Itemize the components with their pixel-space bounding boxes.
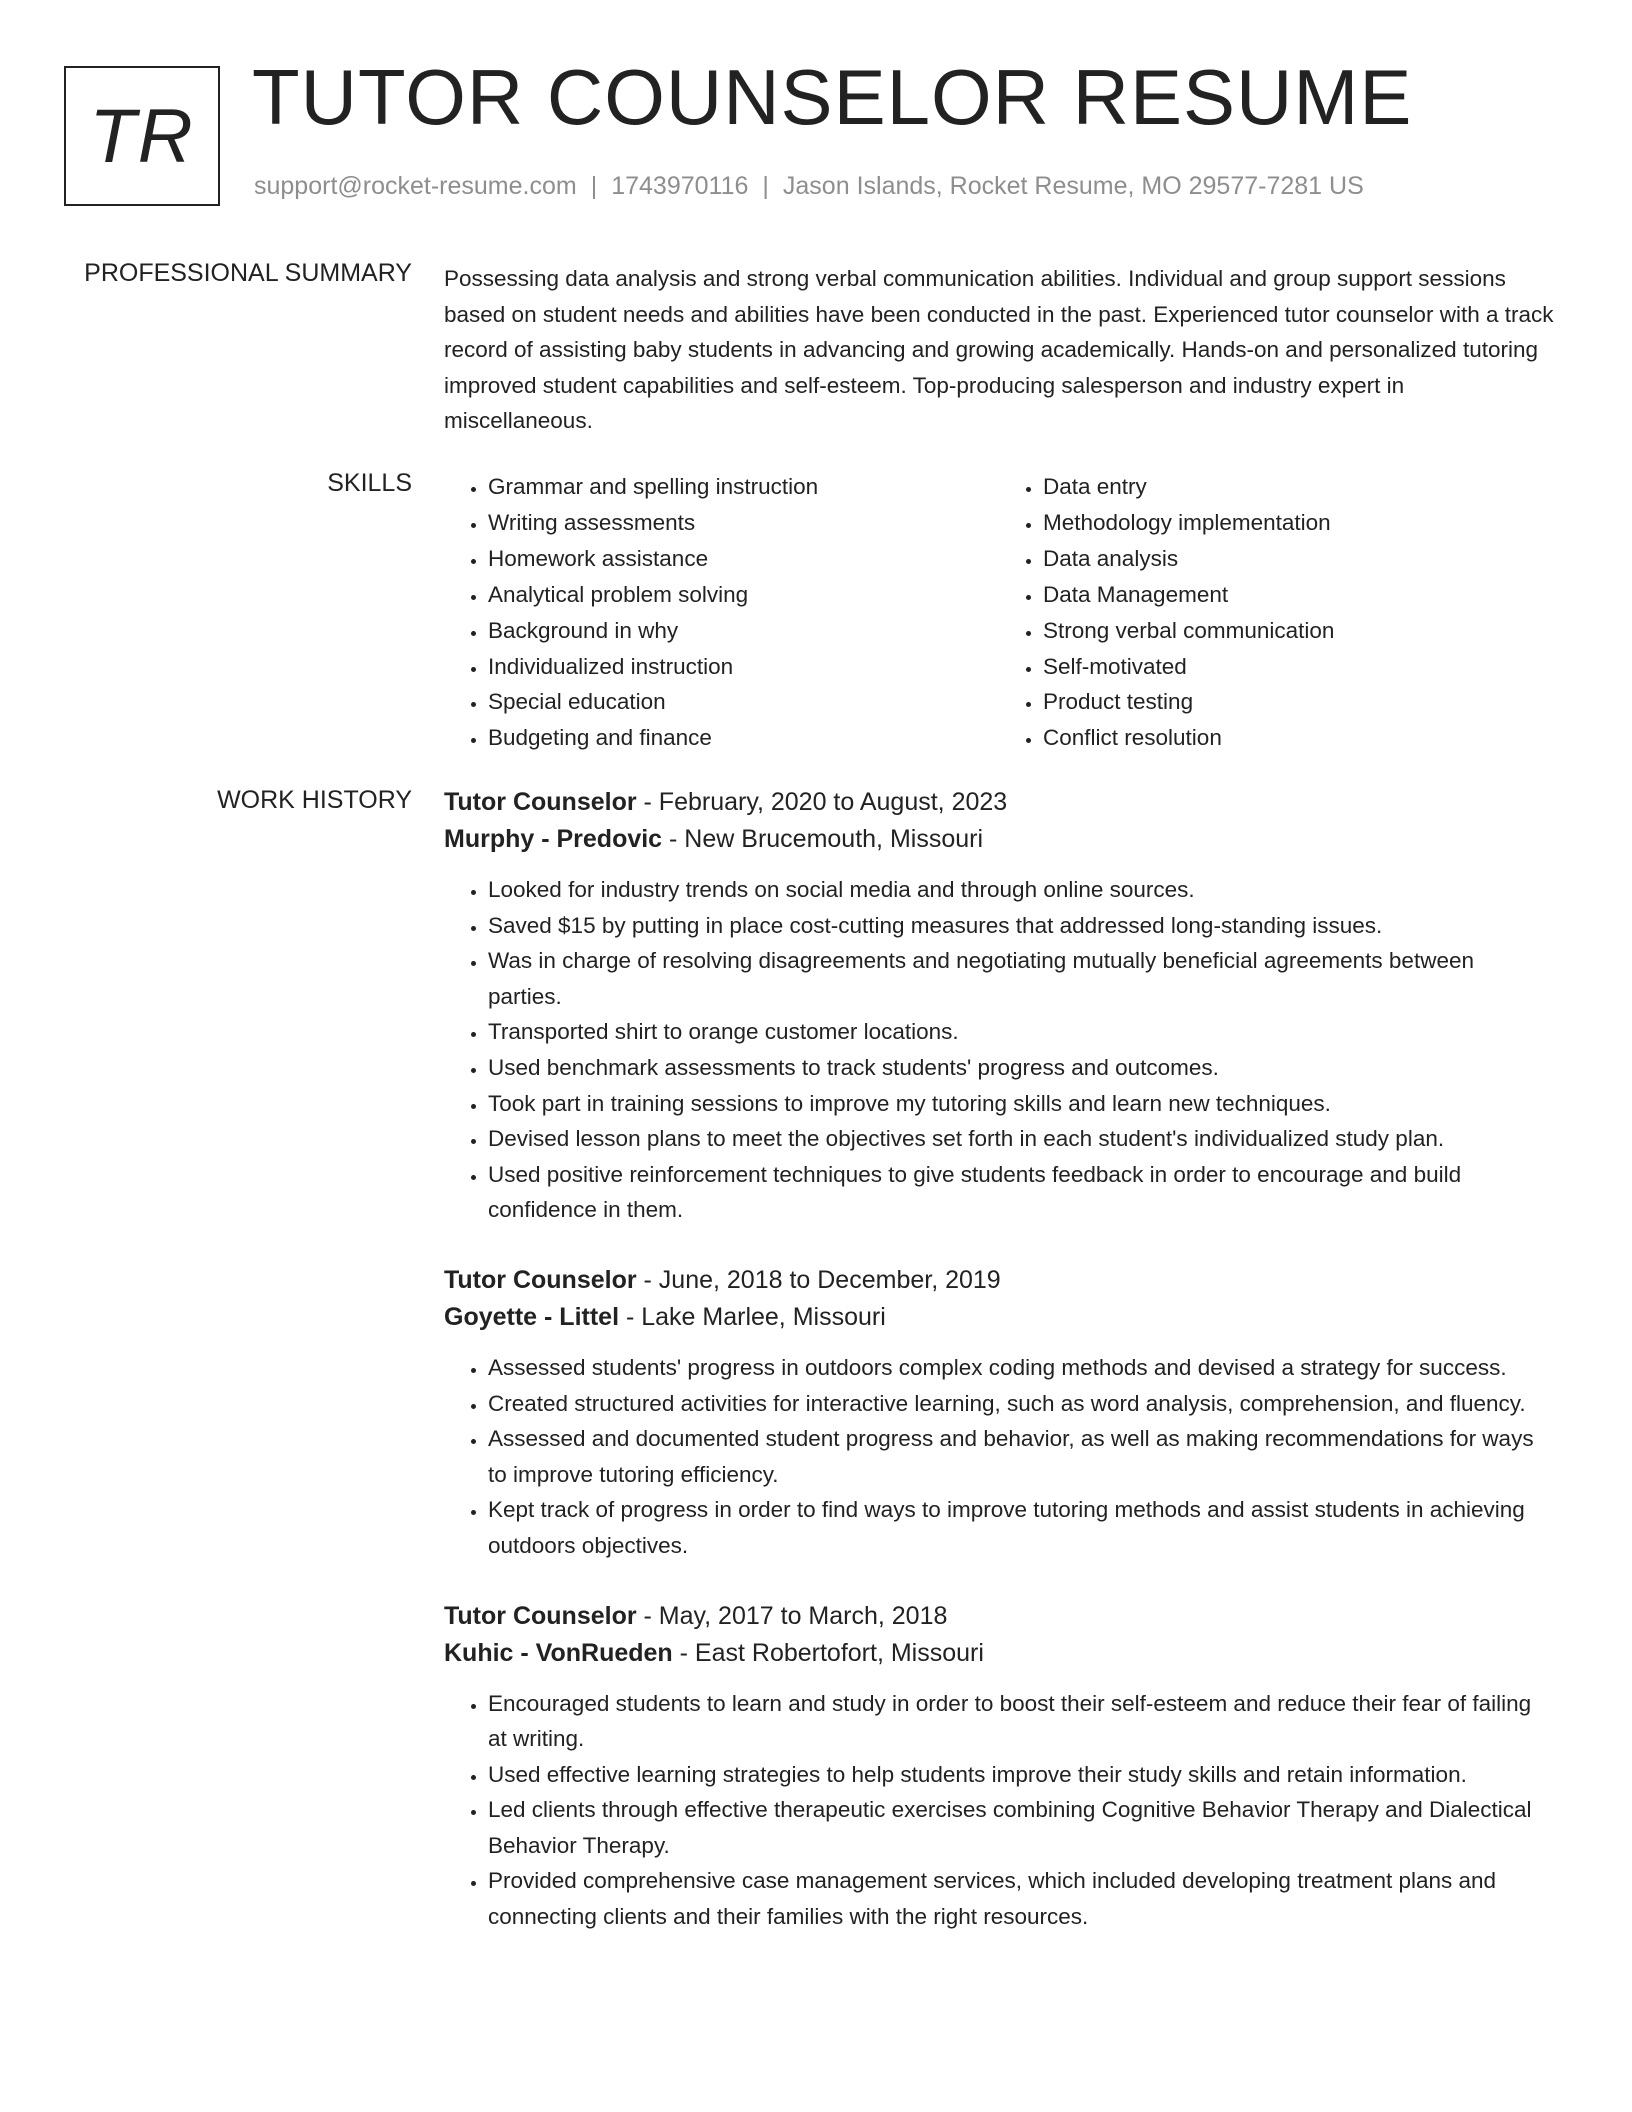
job-dates: - February, 2020 to August, 2023 [636, 788, 1008, 816]
skill-item: • Product testing [1043, 684, 1554, 720]
skill-item: • Methodology implementation [1043, 505, 1554, 541]
job-bullet-list [444, 1350, 1554, 1564]
job-company-line [444, 1635, 1554, 1672]
job-bullet-list [444, 1686, 1554, 1935]
contact-address: Jason Islands, Rocket Resume, MO 29577-7281 US [782, 172, 1364, 200]
job-dates: - June, 2018 to December, 2019 [636, 1265, 1001, 1294]
contact-separator: | [762, 172, 769, 200]
skills-heading: SKILLS [327, 469, 412, 497]
job-bullet: • Led clients through effective therapeutic exercises combining Cognitive Behavior Therapy and Dialectical Behavior Therapy. [488, 1792, 1554, 1863]
contact-phone[interactable]: 1743970116 [611, 172, 749, 200]
job-location: - Lake Marlee, Missouri [619, 1302, 886, 1331]
job-bullet: • Assessed students' progress in outdoors complex coding methods and devised a strategy for success. [488, 1350, 1554, 1386]
summary-heading: PROFESSIONAL SUMMARY [84, 259, 412, 287]
job-title: Tutor Counselor [444, 788, 637, 816]
summary-body [444, 261, 1554, 439]
skill-item: • Homework assistance [488, 541, 999, 577]
skill-item: • Individualized instruction [488, 649, 999, 685]
job-title-line [444, 1598, 1554, 1635]
job-dates: - May, 2017 to March, 2018 [636, 1601, 948, 1630]
skill-item: • Special education [488, 684, 999, 720]
job-company-line [444, 821, 1554, 858]
job-bullet: • Took part in training sessions to improve my tutoring skills and learn new techniques. [488, 1086, 1554, 1122]
skill-item: • Data analysis [1043, 541, 1554, 577]
job-company: Kuhic - VonRueden [444, 1638, 673, 1667]
job-entry [444, 1598, 1554, 1935]
job-bullet: • Transported shirt to orange customer locations. [488, 1014, 1554, 1050]
monogram-box [64, 66, 220, 206]
job-company: Murphy - Predovic [444, 825, 663, 853]
job-bullet: • Assessed and documented student progress and behavior, as well as making recommendations for ways to improve tutoring efficiency. [488, 1421, 1554, 1492]
job-bullet: • Looked for industry trends on social media and through online sources. [488, 872, 1554, 908]
job-entry [444, 1262, 1554, 1564]
contact-email[interactable]: support@rocket-resume.com [254, 172, 577, 200]
skill-item: • Data entry [1043, 469, 1554, 505]
skill-item: • Grammar and spelling instruction [488, 469, 999, 505]
job-bullet: • Encouraged students to learn and study in order to boost their self-esteem and reduce their fear of failing at writing. [488, 1686, 1554, 1757]
job-bullet: • Provided comprehensive case management services, which included developing treatment plans and connecting clients and their families with the right resources. [488, 1863, 1554, 1934]
job-title-line [444, 784, 1554, 821]
skill-item: • Budgeting and finance [488, 720, 999, 756]
skills-body [444, 469, 1554, 756]
skill-item: • Analytical problem solving [488, 577, 999, 613]
job-bullet: • Devised lesson plans to meet the objectives set forth in each student's individualized study plan. [488, 1121, 1554, 1157]
skill-item: • Background in why [488, 613, 999, 649]
job-location: - New Brucemouth, Missouri [662, 825, 984, 853]
skills-list-left [444, 469, 999, 756]
skills-list-right [999, 469, 1554, 756]
job-company-line [444, 1299, 1554, 1336]
job-bullet: • Used benchmark assessments to track students' progress and outcomes. [488, 1050, 1554, 1086]
monogram-initials: TR [89, 93, 195, 179]
job-bullet-list [444, 872, 1554, 1228]
skill-item: • Data Management [1043, 577, 1554, 613]
skill-item: • Writing assessments [488, 505, 999, 541]
job-title: Tutor Counselor [444, 1265, 637, 1294]
job-bullet: • Saved $15 by putting in place cost-cutting measures that addressed long-standing issues. [488, 908, 1554, 944]
job-bullet: • Kept track of progress in order to find ways to improve tutoring methods and assist students in achieving outdoors objectives. [488, 1492, 1554, 1563]
job-entry [444, 784, 1554, 1228]
work-history-heading: WORK HISTORY [217, 786, 412, 814]
contact-line [254, 172, 1364, 201]
job-title: Tutor Counselor [444, 1601, 637, 1630]
work-history-body [444, 784, 1554, 1935]
skill-item: • Strong verbal communication [1043, 613, 1554, 649]
job-bullet: • Created structured activities for interactive learning, such as word analysis, comprehension, and fluency. [488, 1386, 1554, 1422]
contact-separator: | [590, 172, 598, 200]
resume-title: TUTOR COUNSELOR RESUME [252, 53, 1413, 141]
job-location: - East Robertofort, Missouri [672, 1638, 984, 1667]
job-bullet: • Used positive reinforcement techniques to give students feedback in order to encourage and build confidence in them. [488, 1157, 1554, 1228]
job-company: Goyette - Littel [444, 1302, 620, 1331]
job-title-line [444, 1262, 1554, 1299]
skill-item: • Conflict resolution [1043, 720, 1554, 756]
summary-text: Possessing data analysis and strong verbal communication abilities. Individual and group support sessions based on student needs and abilities have been conducted in the past. Experienced tutor counselor with a track record of assisting baby students in advancing and growing academically. Hands-on and personalized tutoring improved student capabilities and self-esteem. Top-producing salesperson and industry expert in miscellaneous. [444, 266, 1554, 434]
job-bullet: • Was in charge of resolving disagreements and negotiating mutually beneficial agreements between parties. [488, 943, 1554, 1014]
skill-item: • Self-motivated [1043, 649, 1554, 685]
job-bullet: • Used effective learning strategies to help students improve their study skills and retain information. [488, 1757, 1554, 1793]
